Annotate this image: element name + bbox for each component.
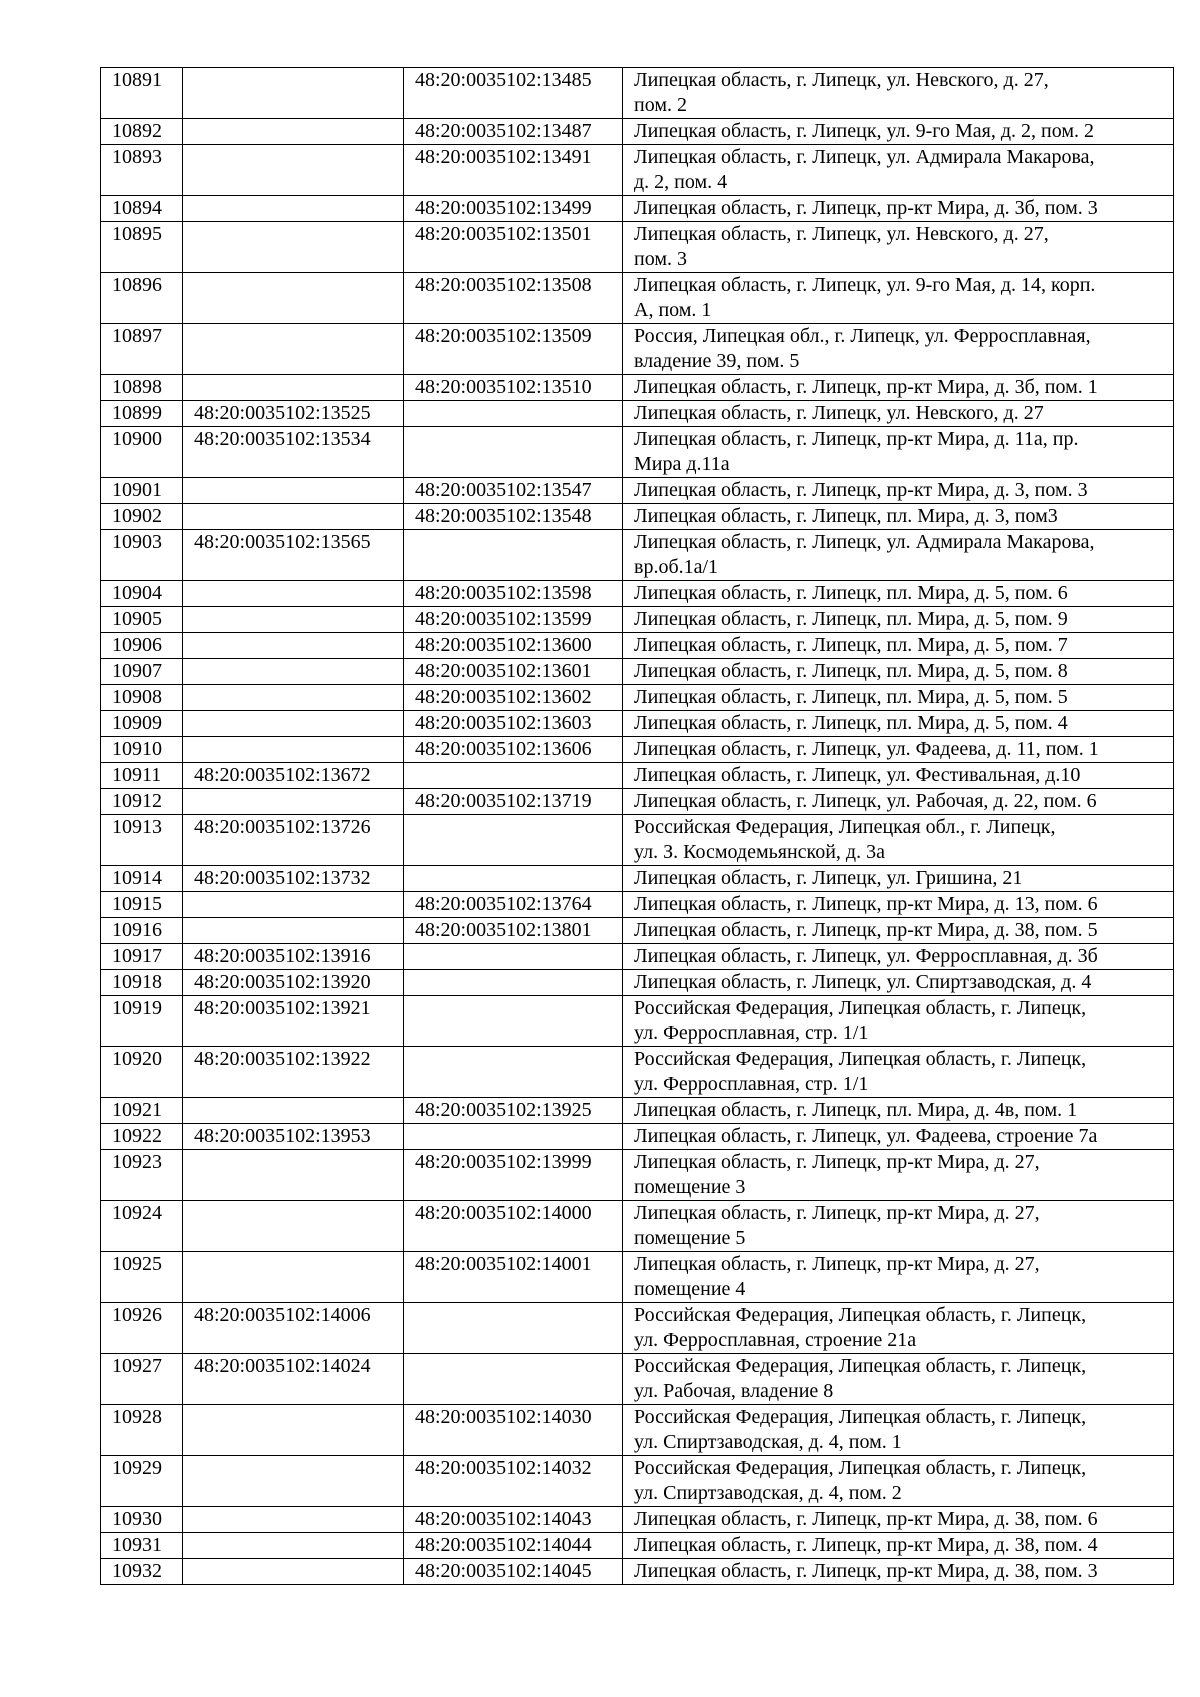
object-cadastral-number-cell: 48:20:0035102:13501 [404, 222, 623, 273]
table-row [101, 119, 1174, 145]
land-cadastral-number-cell [183, 737, 404, 763]
row-number-cell: 10922 [101, 1124, 183, 1150]
object-cadastral-number-cell: 48:20:0035102:13606 [404, 737, 623, 763]
row-number-cell: 10931 [101, 1533, 183, 1559]
address-cell: Липецкая область, г. Липецк, пр-кт Мира, д. 38, пом. 5 [623, 918, 1174, 944]
address-cell: Липецкая область, г. Липецк, пл. Мира, д. 5, пом. 6 [623, 581, 1174, 607]
land-cadastral-number-cell [183, 892, 404, 918]
row-number-cell: 10925 [101, 1252, 183, 1303]
table-row [101, 711, 1174, 737]
object-cadastral-number-cell: 48:20:0035102:14044 [404, 1533, 623, 1559]
row-number-cell: 10930 [101, 1507, 183, 1533]
land-cadastral-number-cell [183, 581, 404, 607]
row-number-cell: 10918 [101, 970, 183, 996]
object-cadastral-number-cell: 48:20:0035102:13598 [404, 581, 623, 607]
row-number-cell: 10910 [101, 737, 183, 763]
address-cell: Липецкая область, г. Липецк, пл. Мира, д. 5, пом. 5 [623, 685, 1174, 711]
address-cell: Липецкая область, г. Липецк, ул. Невского, д. 27, пом. 3 [623, 222, 1174, 273]
row-number-cell: 10914 [101, 866, 183, 892]
table-row [101, 1098, 1174, 1124]
address-cell: Российская Федерация, Липецкая область, г. Липецк, ул. Спиртзаводская, д. 4, пом. 1 [623, 1405, 1174, 1456]
row-number-cell: 10898 [101, 375, 183, 401]
object-cadastral-number-cell: 48:20:0035102:13764 [404, 892, 623, 918]
object-cadastral-number-cell: 48:20:0035102:13548 [404, 504, 623, 530]
address-cell: Липецкая область, г. Липецк, пр-кт Мира, д. 3б, пом. 3 [623, 196, 1174, 222]
row-number-cell: 10913 [101, 815, 183, 866]
address-cell: Россия, Липецкая обл., г. Липецк, ул. Ферросплавная, владение 39, пом. 5 [623, 324, 1174, 375]
table-row [101, 763, 1174, 789]
row-number-cell: 10921 [101, 1098, 183, 1124]
row-number-cell: 10902 [101, 504, 183, 530]
object-cadastral-number-cell [404, 970, 623, 996]
address-cell: Липецкая область, г. Липецк, пр-кт Мира, д. 3, пом. 3 [623, 478, 1174, 504]
table-row [101, 504, 1174, 530]
object-cadastral-number-cell: 48:20:0035102:13491 [404, 145, 623, 196]
row-number-cell: 10916 [101, 918, 183, 944]
land-cadastral-number-cell: 48:20:0035102:13922 [183, 1047, 404, 1098]
address-cell: Липецкая область, г. Липецк, пр-кт Мира, д. 38, пом. 3 [623, 1559, 1174, 1585]
table-row [101, 1559, 1174, 1585]
row-number-cell: 10924 [101, 1201, 183, 1252]
address-cell: Липецкая область, г. Липецк, пл. Мира, д. 3, пом3 [623, 504, 1174, 530]
address-cell: Российская Федерация, Липецкая область, г. Липецк, ул. Рабочая, владение 8 [623, 1354, 1174, 1405]
row-number-cell: 10909 [101, 711, 183, 737]
table-row [101, 375, 1174, 401]
table-row [101, 918, 1174, 944]
row-number-cell: 10923 [101, 1150, 183, 1201]
land-cadastral-number-cell [183, 478, 404, 504]
land-cadastral-number-cell [183, 633, 404, 659]
address-cell: Липецкая область, г. Липецк, пл. Мира, д. 5, пом. 8 [623, 659, 1174, 685]
row-number-cell: 10915 [101, 892, 183, 918]
land-cadastral-number-cell: 48:20:0035102:14006 [183, 1303, 404, 1354]
object-cadastral-number-cell: 48:20:0035102:13600 [404, 633, 623, 659]
address-cell: Российская Федерация, Липецкая обл., г. Липецк, ул. З. Космодемьянской, д. 3а [623, 815, 1174, 866]
address-cell: Липецкая область, г. Липецк, ул. Адмирала Макарова, д. 2, пом. 4 [623, 145, 1174, 196]
address-cell: Липецкая область, г. Липецк, пл. Мира, д. 5, пом. 9 [623, 607, 1174, 633]
table-row [101, 1303, 1174, 1354]
object-cadastral-number-cell: 48:20:0035102:13485 [404, 68, 623, 119]
land-cadastral-number-cell [183, 1098, 404, 1124]
table-row [101, 970, 1174, 996]
table-row [101, 944, 1174, 970]
land-cadastral-number-cell [183, 1252, 404, 1303]
table-row [101, 685, 1174, 711]
registry-table-body [101, 68, 1174, 1585]
object-cadastral-number-cell [404, 763, 623, 789]
table-row [101, 866, 1174, 892]
address-cell: Липецкая область, г. Липецк, ул. Невского, д. 27, пом. 2 [623, 68, 1174, 119]
table-row [101, 633, 1174, 659]
object-cadastral-number-cell: 48:20:0035102:13499 [404, 196, 623, 222]
row-number-cell: 10896 [101, 273, 183, 324]
row-number-cell: 10907 [101, 659, 183, 685]
object-cadastral-number-cell: 48:20:0035102:13487 [404, 119, 623, 145]
table-row [101, 324, 1174, 375]
table-row [101, 607, 1174, 633]
object-cadastral-number-cell: 48:20:0035102:14000 [404, 1201, 623, 1252]
table-row [101, 196, 1174, 222]
address-cell: Липецкая область, г. Липецк, пр-кт Мира, д. 38, пом. 4 [623, 1533, 1174, 1559]
table-row [101, 530, 1174, 581]
table-row [101, 68, 1174, 119]
land-cadastral-number-cell [183, 711, 404, 737]
address-cell: Липецкая область, г. Липецк, пр-кт Мира, д. 11а, пр. Мира д.11а [623, 427, 1174, 478]
land-cadastral-number-cell [183, 607, 404, 633]
object-cadastral-number-cell: 48:20:0035102:14001 [404, 1252, 623, 1303]
address-cell: Российская Федерация, Липецкая область, г. Липецк, ул. Ферросплавная, стр. 1/1 [623, 1047, 1174, 1098]
row-number-cell: 10927 [101, 1354, 183, 1405]
row-number-cell: 10894 [101, 196, 183, 222]
table-row [101, 1124, 1174, 1150]
land-cadastral-number-cell [183, 685, 404, 711]
land-cadastral-number-cell: 48:20:0035102:13916 [183, 944, 404, 970]
object-cadastral-number-cell: 48:20:0035102:14032 [404, 1456, 623, 1507]
object-cadastral-number-cell: 48:20:0035102:13603 [404, 711, 623, 737]
land-cadastral-number-cell [183, 1405, 404, 1456]
object-cadastral-number-cell: 48:20:0035102:13508 [404, 273, 623, 324]
address-cell: Российская Федерация, Липецкая область, г. Липецк, ул. Спиртзаводская, д. 4, пом. 2 [623, 1456, 1174, 1507]
row-number-cell: 10912 [101, 789, 183, 815]
address-cell: Липецкая область, г. Липецк, ул. Фестивальная, д.10 [623, 763, 1174, 789]
land-cadastral-number-cell [183, 659, 404, 685]
object-cadastral-number-cell: 48:20:0035102:14045 [404, 1559, 623, 1585]
object-cadastral-number-cell: 48:20:0035102:13925 [404, 1098, 623, 1124]
land-cadastral-number-cell: 48:20:0035102:13921 [183, 996, 404, 1047]
address-cell: Липецкая область, г. Липецк, пр-кт Мира, д. 3б, пом. 1 [623, 375, 1174, 401]
land-cadastral-number-cell [183, 196, 404, 222]
land-cadastral-number-cell [183, 789, 404, 815]
land-cadastral-number-cell: 48:20:0035102:13565 [183, 530, 404, 581]
land-cadastral-number-cell [183, 918, 404, 944]
object-cadastral-number-cell: 48:20:0035102:14043 [404, 1507, 623, 1533]
table-row [101, 737, 1174, 763]
object-cadastral-number-cell: 48:20:0035102:13602 [404, 685, 623, 711]
land-cadastral-number-cell: 48:20:0035102:13672 [183, 763, 404, 789]
object-cadastral-number-cell [404, 427, 623, 478]
address-cell: Липецкая область, г. Липецк, ул. Адмирала Макарова, вр.об.1а/1 [623, 530, 1174, 581]
table-row [101, 1533, 1174, 1559]
table-row [101, 1405, 1174, 1456]
object-cadastral-number-cell: 48:20:0035102:13719 [404, 789, 623, 815]
registry-table [100, 67, 1174, 1585]
address-cell: Липецкая область, г. Липецк, ул. 9-го Мая, д. 2, пом. 2 [623, 119, 1174, 145]
object-cadastral-number-cell: 48:20:0035102:13510 [404, 375, 623, 401]
object-cadastral-number-cell [404, 1124, 623, 1150]
object-cadastral-number-cell [404, 1354, 623, 1405]
address-cell: Российская Федерация, Липецкая область, г. Липецк, ул. Ферросплавная, строение 21а [623, 1303, 1174, 1354]
address-cell: Липецкая область, г. Липецк, пр-кт Мира, д. 27, помещение 3 [623, 1150, 1174, 1201]
row-number-cell: 10895 [101, 222, 183, 273]
object-cadastral-number-cell [404, 401, 623, 427]
object-cadastral-number-cell: 48:20:0035102:13599 [404, 607, 623, 633]
table-row [101, 1150, 1174, 1201]
row-number-cell: 10903 [101, 530, 183, 581]
table-row [101, 1201, 1174, 1252]
table-row [101, 996, 1174, 1047]
address-cell: Липецкая область, г. Липецк, ул. Рабочая, д. 22, пом. 6 [623, 789, 1174, 815]
land-cadastral-number-cell: 48:20:0035102:13525 [183, 401, 404, 427]
table-row [101, 427, 1174, 478]
land-cadastral-number-cell: 48:20:0035102:14024 [183, 1354, 404, 1405]
row-number-cell: 10929 [101, 1456, 183, 1507]
table-row [101, 145, 1174, 196]
address-cell: Липецкая область, г. Липецк, ул. Ферросплавная, д. 3б [623, 944, 1174, 970]
land-cadastral-number-cell [183, 1150, 404, 1201]
table-row [101, 401, 1174, 427]
row-number-cell: 10906 [101, 633, 183, 659]
row-number-cell: 10920 [101, 1047, 183, 1098]
object-cadastral-number-cell [404, 1047, 623, 1098]
land-cadastral-number-cell [183, 68, 404, 119]
land-cadastral-number-cell [183, 504, 404, 530]
table-row [101, 815, 1174, 866]
table-row [101, 892, 1174, 918]
land-cadastral-number-cell [183, 119, 404, 145]
address-cell: Липецкая область, г. Липецк, пл. Мира, д. 5, пом. 4 [623, 711, 1174, 737]
row-number-cell: 10901 [101, 478, 183, 504]
object-cadastral-number-cell: 48:20:0035102:13509 [404, 324, 623, 375]
table-row [101, 1047, 1174, 1098]
land-cadastral-number-cell [183, 324, 404, 375]
row-number-cell: 10926 [101, 1303, 183, 1354]
table-row [101, 581, 1174, 607]
address-cell: Липецкая область, г. Липецк, ул. 9-го Мая, д. 14, корп. А, пом. 1 [623, 273, 1174, 324]
table-row [101, 1507, 1174, 1533]
table-row [101, 273, 1174, 324]
address-cell: Липецкая область, г. Липецк, ул. Фадеева, д. 11, пом. 1 [623, 737, 1174, 763]
row-number-cell: 10904 [101, 581, 183, 607]
land-cadastral-number-cell: 48:20:0035102:13534 [183, 427, 404, 478]
address-cell: Липецкая область, г. Липецк, пл. Мира, д. 4в, пом. 1 [623, 1098, 1174, 1124]
object-cadastral-number-cell [404, 1303, 623, 1354]
address-cell: Липецкая область, г. Липецк, пр-кт Мира, д. 38, пом. 6 [623, 1507, 1174, 1533]
address-cell: Липецкая область, г. Липецк, пр-кт Мира, д. 27, помещение 4 [623, 1252, 1174, 1303]
land-cadastral-number-cell [183, 375, 404, 401]
object-cadastral-number-cell [404, 996, 623, 1047]
address-cell: Липецкая область, г. Липецк, ул. Невского, д. 27 [623, 401, 1174, 427]
land-cadastral-number-cell [183, 222, 404, 273]
address-cell: Липецкая область, г. Липецк, пр-кт Мира, д. 27, помещение 5 [623, 1201, 1174, 1252]
object-cadastral-number-cell [404, 944, 623, 970]
address-cell: Липецкая область, г. Липецк, ул. Спиртзаводская, д. 4 [623, 970, 1174, 996]
row-number-cell: 10928 [101, 1405, 183, 1456]
object-cadastral-number-cell: 48:20:0035102:13999 [404, 1150, 623, 1201]
land-cadastral-number-cell [183, 1456, 404, 1507]
row-number-cell: 10900 [101, 427, 183, 478]
row-number-cell: 10919 [101, 996, 183, 1047]
table-row [101, 789, 1174, 815]
address-cell: Липецкая область, г. Липецк, пл. Мира, д. 5, пом. 7 [623, 633, 1174, 659]
table-row [101, 659, 1174, 685]
land-cadastral-number-cell: 48:20:0035102:13920 [183, 970, 404, 996]
row-number-cell: 10932 [101, 1559, 183, 1585]
row-number-cell: 10908 [101, 685, 183, 711]
object-cadastral-number-cell [404, 530, 623, 581]
row-number-cell: 10893 [101, 145, 183, 196]
land-cadastral-number-cell: 48:20:0035102:13732 [183, 866, 404, 892]
address-cell: Липецкая область, г. Липецк, ул. Фадеева, строение 7а [623, 1124, 1174, 1150]
land-cadastral-number-cell [183, 273, 404, 324]
address-cell: Липецкая область, г. Липецк, ул. Гришина, 21 [623, 866, 1174, 892]
row-number-cell: 10899 [101, 401, 183, 427]
address-cell: Российская Федерация, Липецкая область, г. Липецк, ул. Ферросплавная, стр. 1/1 [623, 996, 1174, 1047]
table-row [101, 1456, 1174, 1507]
object-cadastral-number-cell: 48:20:0035102:13601 [404, 659, 623, 685]
row-number-cell: 10891 [101, 68, 183, 119]
table-row [101, 222, 1174, 273]
object-cadastral-number-cell: 48:20:0035102:13547 [404, 478, 623, 504]
table-row [101, 1252, 1174, 1303]
land-cadastral-number-cell [183, 1507, 404, 1533]
table-row [101, 478, 1174, 504]
land-cadastral-number-cell [183, 145, 404, 196]
land-cadastral-number-cell: 48:20:0035102:13953 [183, 1124, 404, 1150]
object-cadastral-number-cell [404, 866, 623, 892]
row-number-cell: 10892 [101, 119, 183, 145]
object-cadastral-number-cell [404, 815, 623, 866]
land-cadastral-number-cell [183, 1559, 404, 1585]
address-cell: Липецкая область, г. Липецк, пр-кт Мира, д. 13, пом. 6 [623, 892, 1174, 918]
land-cadastral-number-cell [183, 1533, 404, 1559]
land-cadastral-number-cell [183, 1201, 404, 1252]
object-cadastral-number-cell: 48:20:0035102:13801 [404, 918, 623, 944]
table-row [101, 1354, 1174, 1405]
row-number-cell: 10897 [101, 324, 183, 375]
row-number-cell: 10917 [101, 944, 183, 970]
land-cadastral-number-cell: 48:20:0035102:13726 [183, 815, 404, 866]
row-number-cell: 10905 [101, 607, 183, 633]
row-number-cell: 10911 [101, 763, 183, 789]
object-cadastral-number-cell: 48:20:0035102:14030 [404, 1405, 623, 1456]
